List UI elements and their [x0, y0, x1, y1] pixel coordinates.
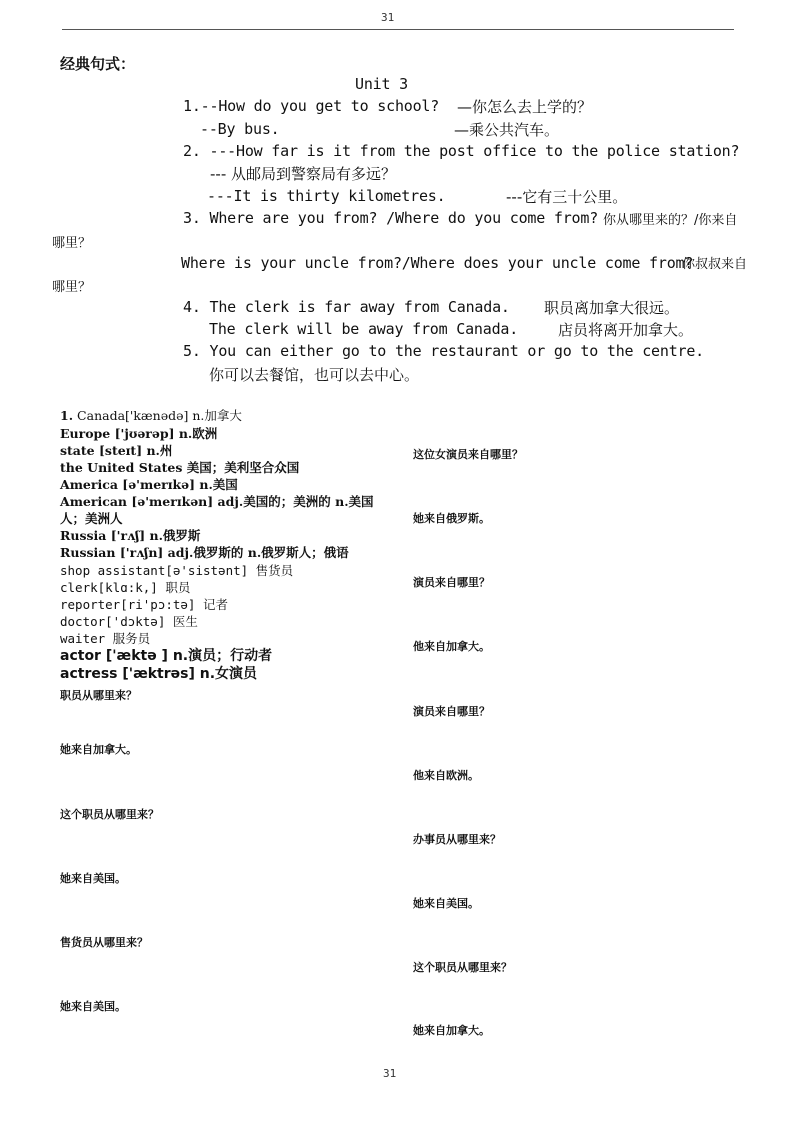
- vocab-clerk: clerk[klɑ:k,] 职员: [60, 580, 191, 595]
- sentence-1-cn: —你怎么去上学的？: [457, 98, 593, 116]
- sentence-3b-cn-wrap: 哪里？: [52, 280, 92, 295]
- vocab-doctor: doctor['dɔktə] 医生: [60, 614, 198, 629]
- exercise-left-5: 售货员从哪里来？: [60, 936, 148, 949]
- sentence-2b-cn: ---它有三十公里。: [506, 188, 628, 206]
- sentence-3b-cn: 你叔叔来自: [682, 257, 748, 272]
- exercise-left-4: 她来自美国。: [60, 872, 126, 885]
- sentence-1-en: 1.--How do you get to school?: [183, 97, 440, 115]
- sentence-3b-en: Where is your uncle from?/Where does your uncle come from?: [181, 254, 694, 272]
- vocab-canada-text: Canada['kænədə] n.加拿大: [77, 408, 242, 423]
- exercise-right-5: 演员来自哪里？: [413, 705, 490, 718]
- unit-title: Unit 3: [355, 75, 408, 93]
- header-rule: [62, 29, 734, 30]
- page-number-bottom: 31: [383, 1067, 397, 1080]
- section-heading: 经典句式：: [60, 55, 136, 73]
- vocab-actress: actress ['æktrəs] n.女演员: [60, 666, 258, 682]
- vocab-american: American [ə'merɪkən] adj.美国的；美洲的 n.美国: [60, 494, 374, 509]
- vocab-america: America [ə'merɪkə] n.美国: [60, 477, 238, 492]
- sentence-3-cn: 你从哪里来的？/你来自: [603, 213, 738, 228]
- sentence-5-cn: 你可以去餐馆，也可以去中心。: [209, 366, 420, 384]
- exercise-left-3: 这个职员从哪里来？: [60, 808, 159, 821]
- vocab-europe: Europe ['jʊərəp] n.欧洲: [60, 426, 218, 441]
- exercise-left-1: 职员从哪里来？: [60, 689, 137, 702]
- sentence-2-en: 2. ---How far is it from the post office to the police station?: [183, 142, 740, 160]
- sentence-4-cn: 职员离加拿大很远。: [544, 299, 680, 317]
- vocab-waiter: waiter 服务员: [60, 631, 151, 646]
- exercise-right-6: 他来自欧洲。: [413, 769, 479, 782]
- sentence-1b-en: --By bus.: [200, 120, 280, 138]
- vocab-russian: Russian ['rʌʃn] adj.俄罗斯的 n.俄罗斯人；俄语: [60, 545, 349, 560]
- exercise-left-6: 她来自美国。: [60, 1000, 126, 1013]
- exercise-left-2: 她来自加拿大。: [60, 743, 137, 756]
- sentence-2b-en: ---It is thirty kilometres.: [207, 187, 446, 205]
- sentence-5-en: 5. You can either go to the restaurant or go to the centre.: [183, 342, 705, 360]
- sentence-3-cn-wrap: 哪里？: [52, 236, 92, 251]
- exercise-right-7: 办事员从哪里来？: [413, 833, 501, 846]
- sentence-4b-cn: 店员将离开加拿大。: [558, 321, 694, 339]
- vocab-united-states: the United States 美国；美利坚合众国: [60, 460, 300, 475]
- vocab-shop-assistant: shop assistant[ə'sistənt] 售货员: [60, 563, 294, 578]
- vocab-reporter: reporter[ri'pɔ:tə] 记者: [60, 597, 228, 612]
- vocab-number: 1.: [60, 408, 74, 423]
- exercise-right-1: 这位女演员来自哪里？: [413, 448, 523, 461]
- vocab-canada: [60, 406, 242, 424]
- exercise-right-8: 她来自美国。: [413, 897, 479, 910]
- exercise-right-4: 他来自加拿大。: [413, 640, 490, 653]
- sentence-1b-cn: —乘公共汽车。: [454, 121, 560, 139]
- exercise-right-3: 演员来自哪里？: [413, 576, 490, 589]
- vocab-russia: Russia ['rʌʃ] n.俄罗斯: [60, 528, 201, 543]
- page-number-top: 31: [381, 11, 395, 24]
- exercise-right-9: 这个职员从哪里来？: [413, 961, 512, 974]
- sentence-3-en: 3. Where are you from? /Where do you come from?: [183, 209, 599, 227]
- sentence-4-en: 4. The clerk is far away from Canada.: [183, 298, 510, 316]
- sentence-4b-en: The clerk will be away from Canada.: [209, 320, 519, 338]
- vocab-american-wrap: 人；美洲人: [60, 511, 123, 526]
- exercise-right-2: 她来自俄罗斯。: [413, 512, 490, 525]
- vocab-actor: actor ['æktə ] n.演员；行动者: [60, 648, 273, 664]
- vocab-state: state [steɪt] n.州: [60, 443, 173, 458]
- sentence-2-cn: --- 从邮局到警察局有多远？: [210, 165, 397, 183]
- exercise-right-10: 她来自加拿大。: [413, 1024, 490, 1037]
